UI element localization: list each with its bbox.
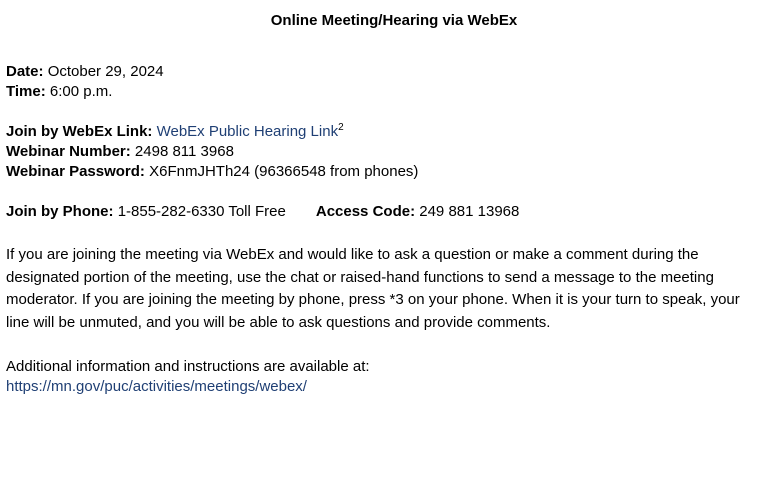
- document-page: [0, 11, 768, 497]
- phone-line: [6, 202, 762, 222]
- webinar-number-label: Webinar Number:: [6, 143, 131, 160]
- webex-link-label: Join by WebEx Link:: [6, 123, 153, 140]
- phone-value: 1-855-282-6330 Toll Free: [117, 203, 286, 220]
- instructions-paragraph: If you are joining the meeting via WebEx and would like to ask a question or make a comment during the designated portion of the meeting, use the chat or raised-hand functions to send a message to the meeting moderator. If you are joining the meeting by phone, press *3 on your phone. When it is your turn to speak, your line will be unmuted, and you will be able to ask questions and provide comments.: [6, 246, 740, 331]
- access-code-label: Access Code:: [315, 203, 416, 220]
- additional-info-section: [6, 357, 762, 397]
- webex-hearing-link-text: WebEx Public Hearing Link: [156, 123, 339, 140]
- date-label: Date:: [6, 63, 44, 80]
- access-code-value: 249 881 13968: [419, 203, 520, 220]
- phone-section: [6, 202, 762, 222]
- phone-label: Join by Phone:: [6, 203, 114, 220]
- time-line: [6, 82, 762, 102]
- webex-hearing-link[interactable]: [157, 123, 338, 140]
- webinar-password-label: Webinar Password:: [6, 163, 145, 180]
- time-label: Time:: [6, 83, 46, 100]
- footnote-marker: 2: [338, 122, 344, 133]
- page-title: Online Meeting/Hearing via WebEx: [270, 12, 518, 29]
- webinar-password-line: [6, 162, 762, 182]
- webex-section: [6, 122, 762, 182]
- webinar-password-value: X6FnmJHTh24 (96366548 from phones): [149, 163, 419, 180]
- schedule-section: [6, 62, 762, 102]
- webinar-number-line: [6, 142, 762, 162]
- date-value: October 29, 2024: [47, 63, 164, 80]
- additional-info-text: Additional information and instructions are available at:: [6, 358, 370, 375]
- webinar-number-value: 2498 811 3968: [134, 143, 234, 160]
- webex-link-line: [6, 122, 762, 142]
- date-line: [6, 62, 762, 82]
- webex-info-url-link[interactable]: https://mn.gov/puc/activities/meetings/webex/: [6, 378, 307, 395]
- time-value: 6:00 p.m.: [49, 83, 113, 100]
